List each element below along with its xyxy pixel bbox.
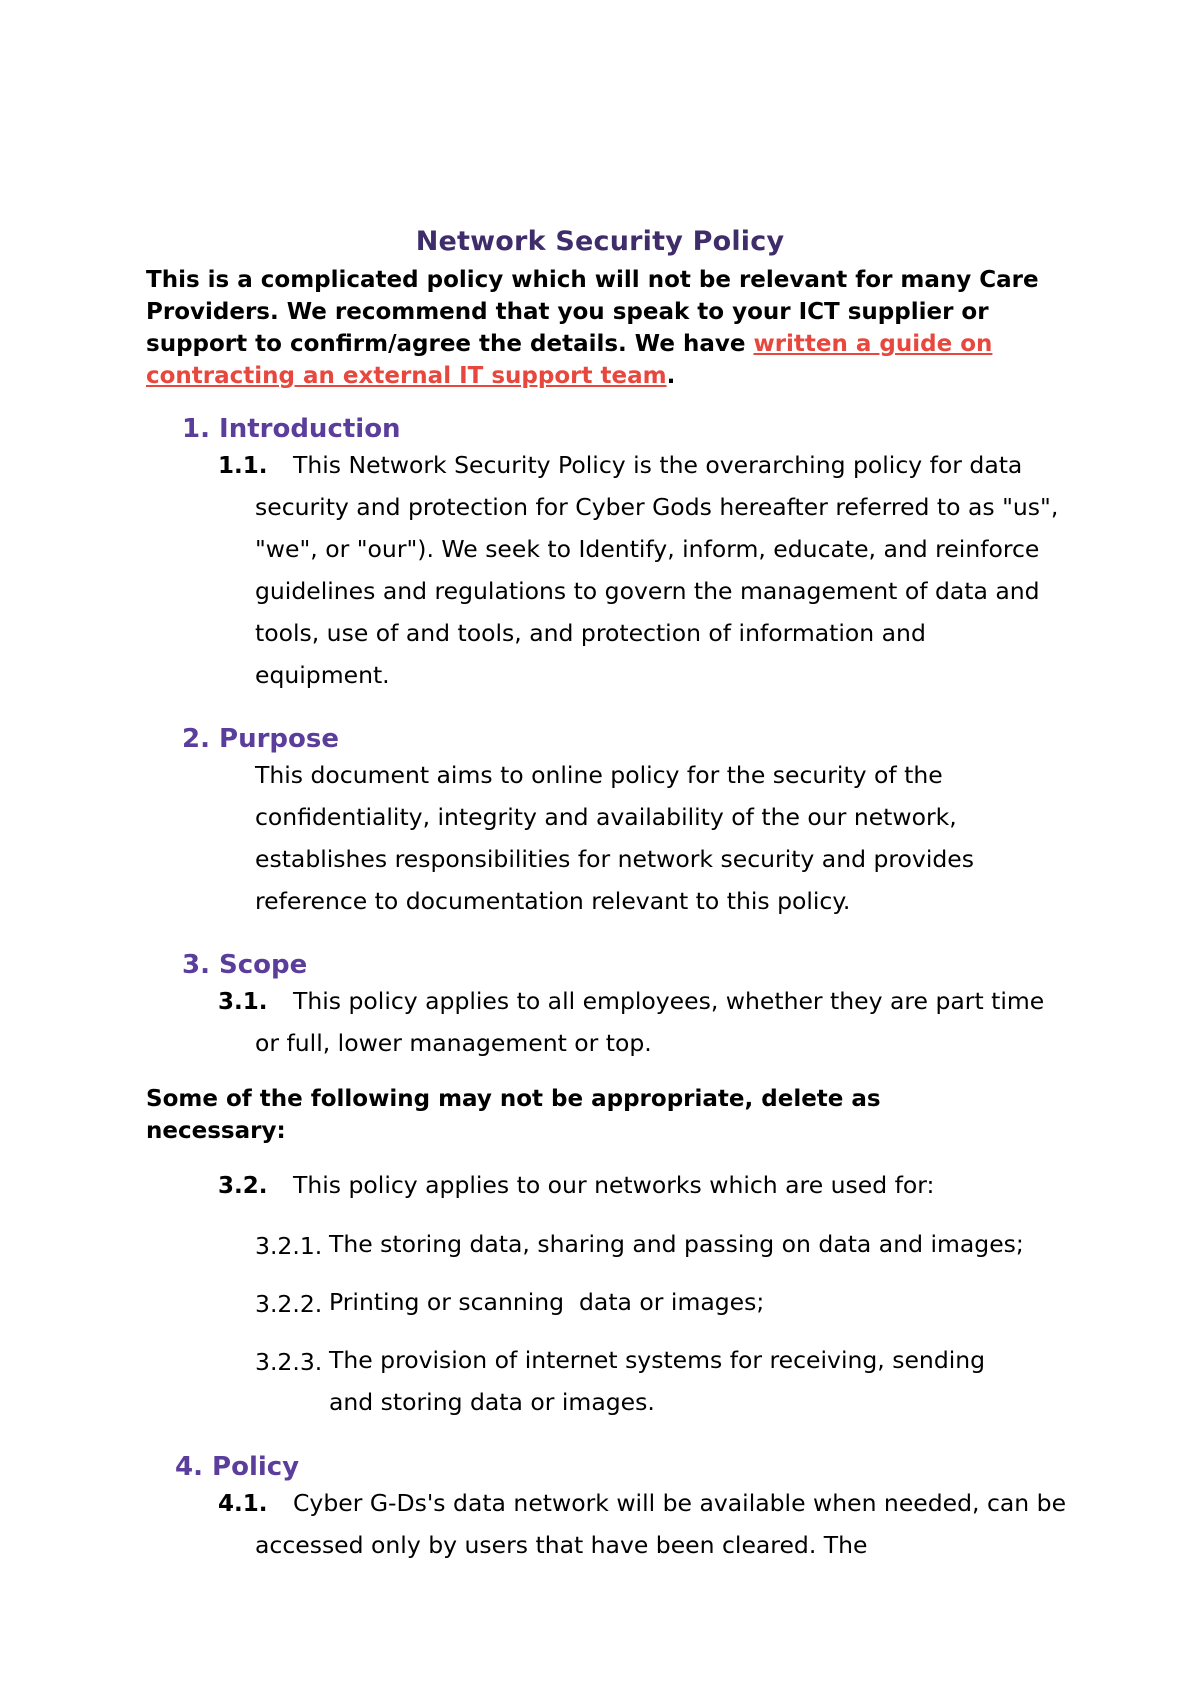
purpose-text: This document aims to online policy for the security of the confidentiality, integrity and availability of the our network, establishes responsibilities for network security and provides reference to documentation relevant to this policy. bbox=[255, 761, 974, 915]
intro-note-end: . bbox=[666, 363, 676, 389]
heading-introduction: 1. Introduction bbox=[182, 414, 401, 444]
item-3-1-text: This policy applies to all employees, whether they are part time or full, lower management or top. bbox=[255, 987, 1045, 1057]
heading-policy: 4. Policy bbox=[175, 1452, 300, 1482]
document-title: Network Security Policy bbox=[415, 226, 785, 257]
item-3-2-1-number: 3.2.1. bbox=[255, 1232, 323, 1260]
optional-items-note: Some of the following may not be appropriate, delete as necessary: bbox=[146, 1086, 881, 1144]
item-1-1-text: This Network Security Policy is the overarching policy for data security and protection for Cyber Gods hereafter referred to as "us", "we", or "our"). We seek to Identify, inform, educate, and reinforce guidelines and regulations to govern the management of data and tools, use of and tools, and protection of information and equipment. bbox=[255, 451, 1059, 689]
intro-note bbox=[146, 264, 1086, 392]
item-3-2-3-text: The provision of internet systems for receiving, sending and storing data or images. bbox=[329, 1346, 986, 1416]
item-3-2-2-text: Printing or scanning data or images; bbox=[329, 1288, 765, 1316]
item-1-1-number: 1.1. bbox=[218, 453, 268, 479]
item-3-2-number: 3.2. bbox=[218, 1173, 268, 1199]
heading-scope: 3. Scope bbox=[182, 950, 308, 980]
item-3-2-2-number: 3.2.2. bbox=[255, 1290, 323, 1318]
item-4-1-text: Cyber G-Ds's data network will be available when needed, can be accessed only by users that have been cleared. The bbox=[255, 1489, 1067, 1559]
intro-note-text: This is a complicated policy which will not be relevant for many Care Providers. We recommend that you speak to your ICT supplier or support to confirm/agree the details. We have bbox=[146, 267, 1039, 357]
heading-purpose: 2. Purpose bbox=[182, 724, 339, 754]
item-3-2-1-text: The storing data, sharing and passing on data and images; bbox=[329, 1230, 1024, 1258]
item-3-1-number: 3.1. bbox=[218, 989, 268, 1015]
item-3-2-text: This policy applies to our networks which are used for: bbox=[293, 1171, 935, 1199]
contracting-guide-link[interactable]: written a guide on contracting an external IT support team bbox=[146, 331, 993, 389]
item-4-1-number: 4.1. bbox=[218, 1491, 268, 1517]
item-3-2-3-number: 3.2.3. bbox=[255, 1348, 323, 1376]
